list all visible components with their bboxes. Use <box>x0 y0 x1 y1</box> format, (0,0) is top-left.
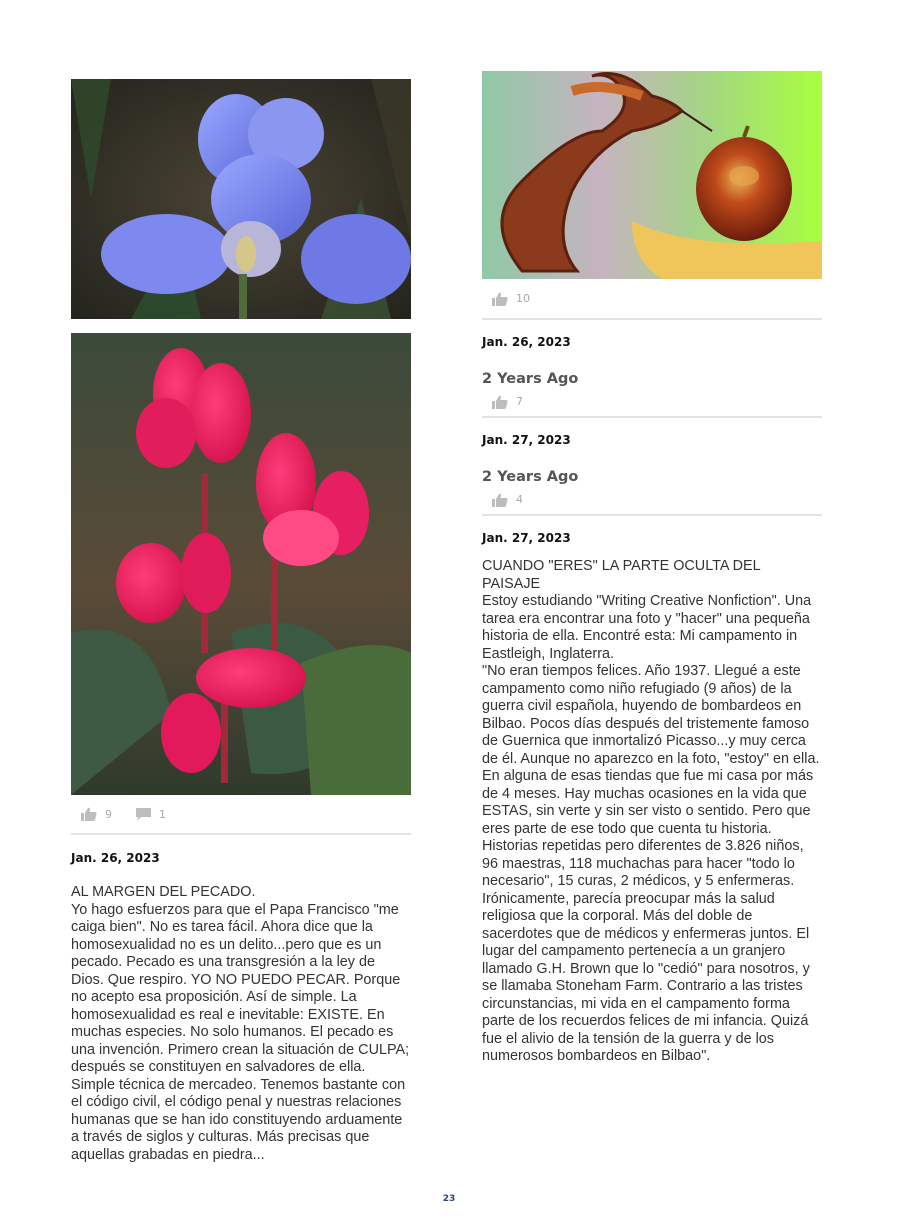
like-count: 4 <box>516 493 523 506</box>
post-date: Jan. 26, 2023 <box>482 335 571 349</box>
story-title: CUANDO "ERES" LA PARTE OCULTA DEL PAISAJE <box>482 558 765 592</box>
story-body: Estoy estudiando "Writing Creative Nonfiction". Una tarea era encontrar una foto y "hacer" una pequeña historia de ella. Encontré esta: Mi campamento in Eastleigh, Inglaterra. "No eran tiempos felices. Año 1937. Llegué a este campamento como niño refugiado (9 años) de la guerra civil española, huyendo de bombardeos en Bilbao. Pocos días después del tristemente famoso de Guernica que inmortalizó Picasso...y muy cerca de él. Aunque no aparezco en la foto, "estoy" en ella. En alguna de esas tiendas que fue mi casa por más de 4 meses. Hay muchas ocasiones en la vida que ESTAS, sin verte y sin ser visto o sentido. Pero que eres parte de ese todo que cuenta tu historia. Historias repetidas pero diferentes de 3.826 niños, 96 maestras, 118 muchachas para hacer "todo lo necesario", 15 curas, 2 médicos, y 5 enfermeras. Irónicamente, parecía preocupar más la salud religiosa que la corporal. Más del doble de sacerdotes que de médicos y enfermeras juntos. El lugar del campamento pertenecía a un granjero llamado G.H. Brown que lo "cedió" para nosotros, y se llamaba Stoneham Farm. Contrario a las tristes circunstancias, mi vida en el campamento forma parte de los recuerdos felices de mi infancia. Quizá fue el alivio de la tensión de la guerra y de los numerosos bombardeos en Bilbao". <box>482 593 820 1064</box>
left-post-stats <box>71 795 411 835</box>
comment-count: 1 <box>159 807 166 821</box>
like-button[interactable] <box>492 395 523 409</box>
cyclamen-photo[interactable] <box>71 333 411 795</box>
post-age: 2 Years Ago <box>482 371 579 387</box>
iris-photo[interactable] <box>71 79 411 319</box>
post-date: Jan. 27, 2023 <box>482 531 571 545</box>
post-date: Jan. 27, 2023 <box>482 433 571 447</box>
right-post2-stats <box>482 387 822 418</box>
post-body: Yo hago esfuerzos para que el Papa Francisco "me caiga bien". No es tarea fácil. Ahora dice que la homosexualidad no es un delito...pero que es un pecado. Pecado es una transgresión a la ley de Dios. Que respiro. YO NO PUEDO PECAR. Porque no acepto esa proposición. Así de simple. La homosexualidad es real e inevitable: EXISTE. En muchas especies. No solo humanos. El pecado es una invención. Primero crean la situación de CULPA; después se constituyen en salvadores de ella. Simple técnica de mercadeo. Tenemos bastante con el código civil, el código penal y nuestras relaciones humanas que se han ido constituyendo arduamente a través de siglos y culturas. Más precisas que aquellas grabadas en piedra... <box>71 901 414 1163</box>
right-post3-stats <box>482 485 822 516</box>
post-date: Jan. 26, 2023 <box>71 851 160 865</box>
like-button[interactable] <box>492 493 523 507</box>
post-title: AL MARGEN DEL PECADO. <box>71 884 256 900</box>
thumbs-up-icon <box>492 493 508 507</box>
comment-button[interactable] <box>136 808 166 821</box>
like-button[interactable] <box>492 292 530 306</box>
thumbs-up-icon <box>492 292 508 306</box>
snake-apple-photo[interactable] <box>482 71 822 279</box>
left-column <box>71 79 414 1164</box>
comment-icon <box>136 808 151 821</box>
like-count: 7 <box>516 395 523 408</box>
thumbs-up-icon <box>81 807 97 821</box>
right-column <box>482 71 822 1066</box>
right-post1-stats <box>482 279 822 320</box>
like-count: 9 <box>105 807 112 821</box>
post-age: 2 Years Ago <box>482 469 579 485</box>
like-count: 10 <box>516 292 530 305</box>
like-button[interactable] <box>81 807 112 821</box>
thumbs-up-icon <box>492 395 508 409</box>
page-number: 23 <box>442 1194 456 1204</box>
